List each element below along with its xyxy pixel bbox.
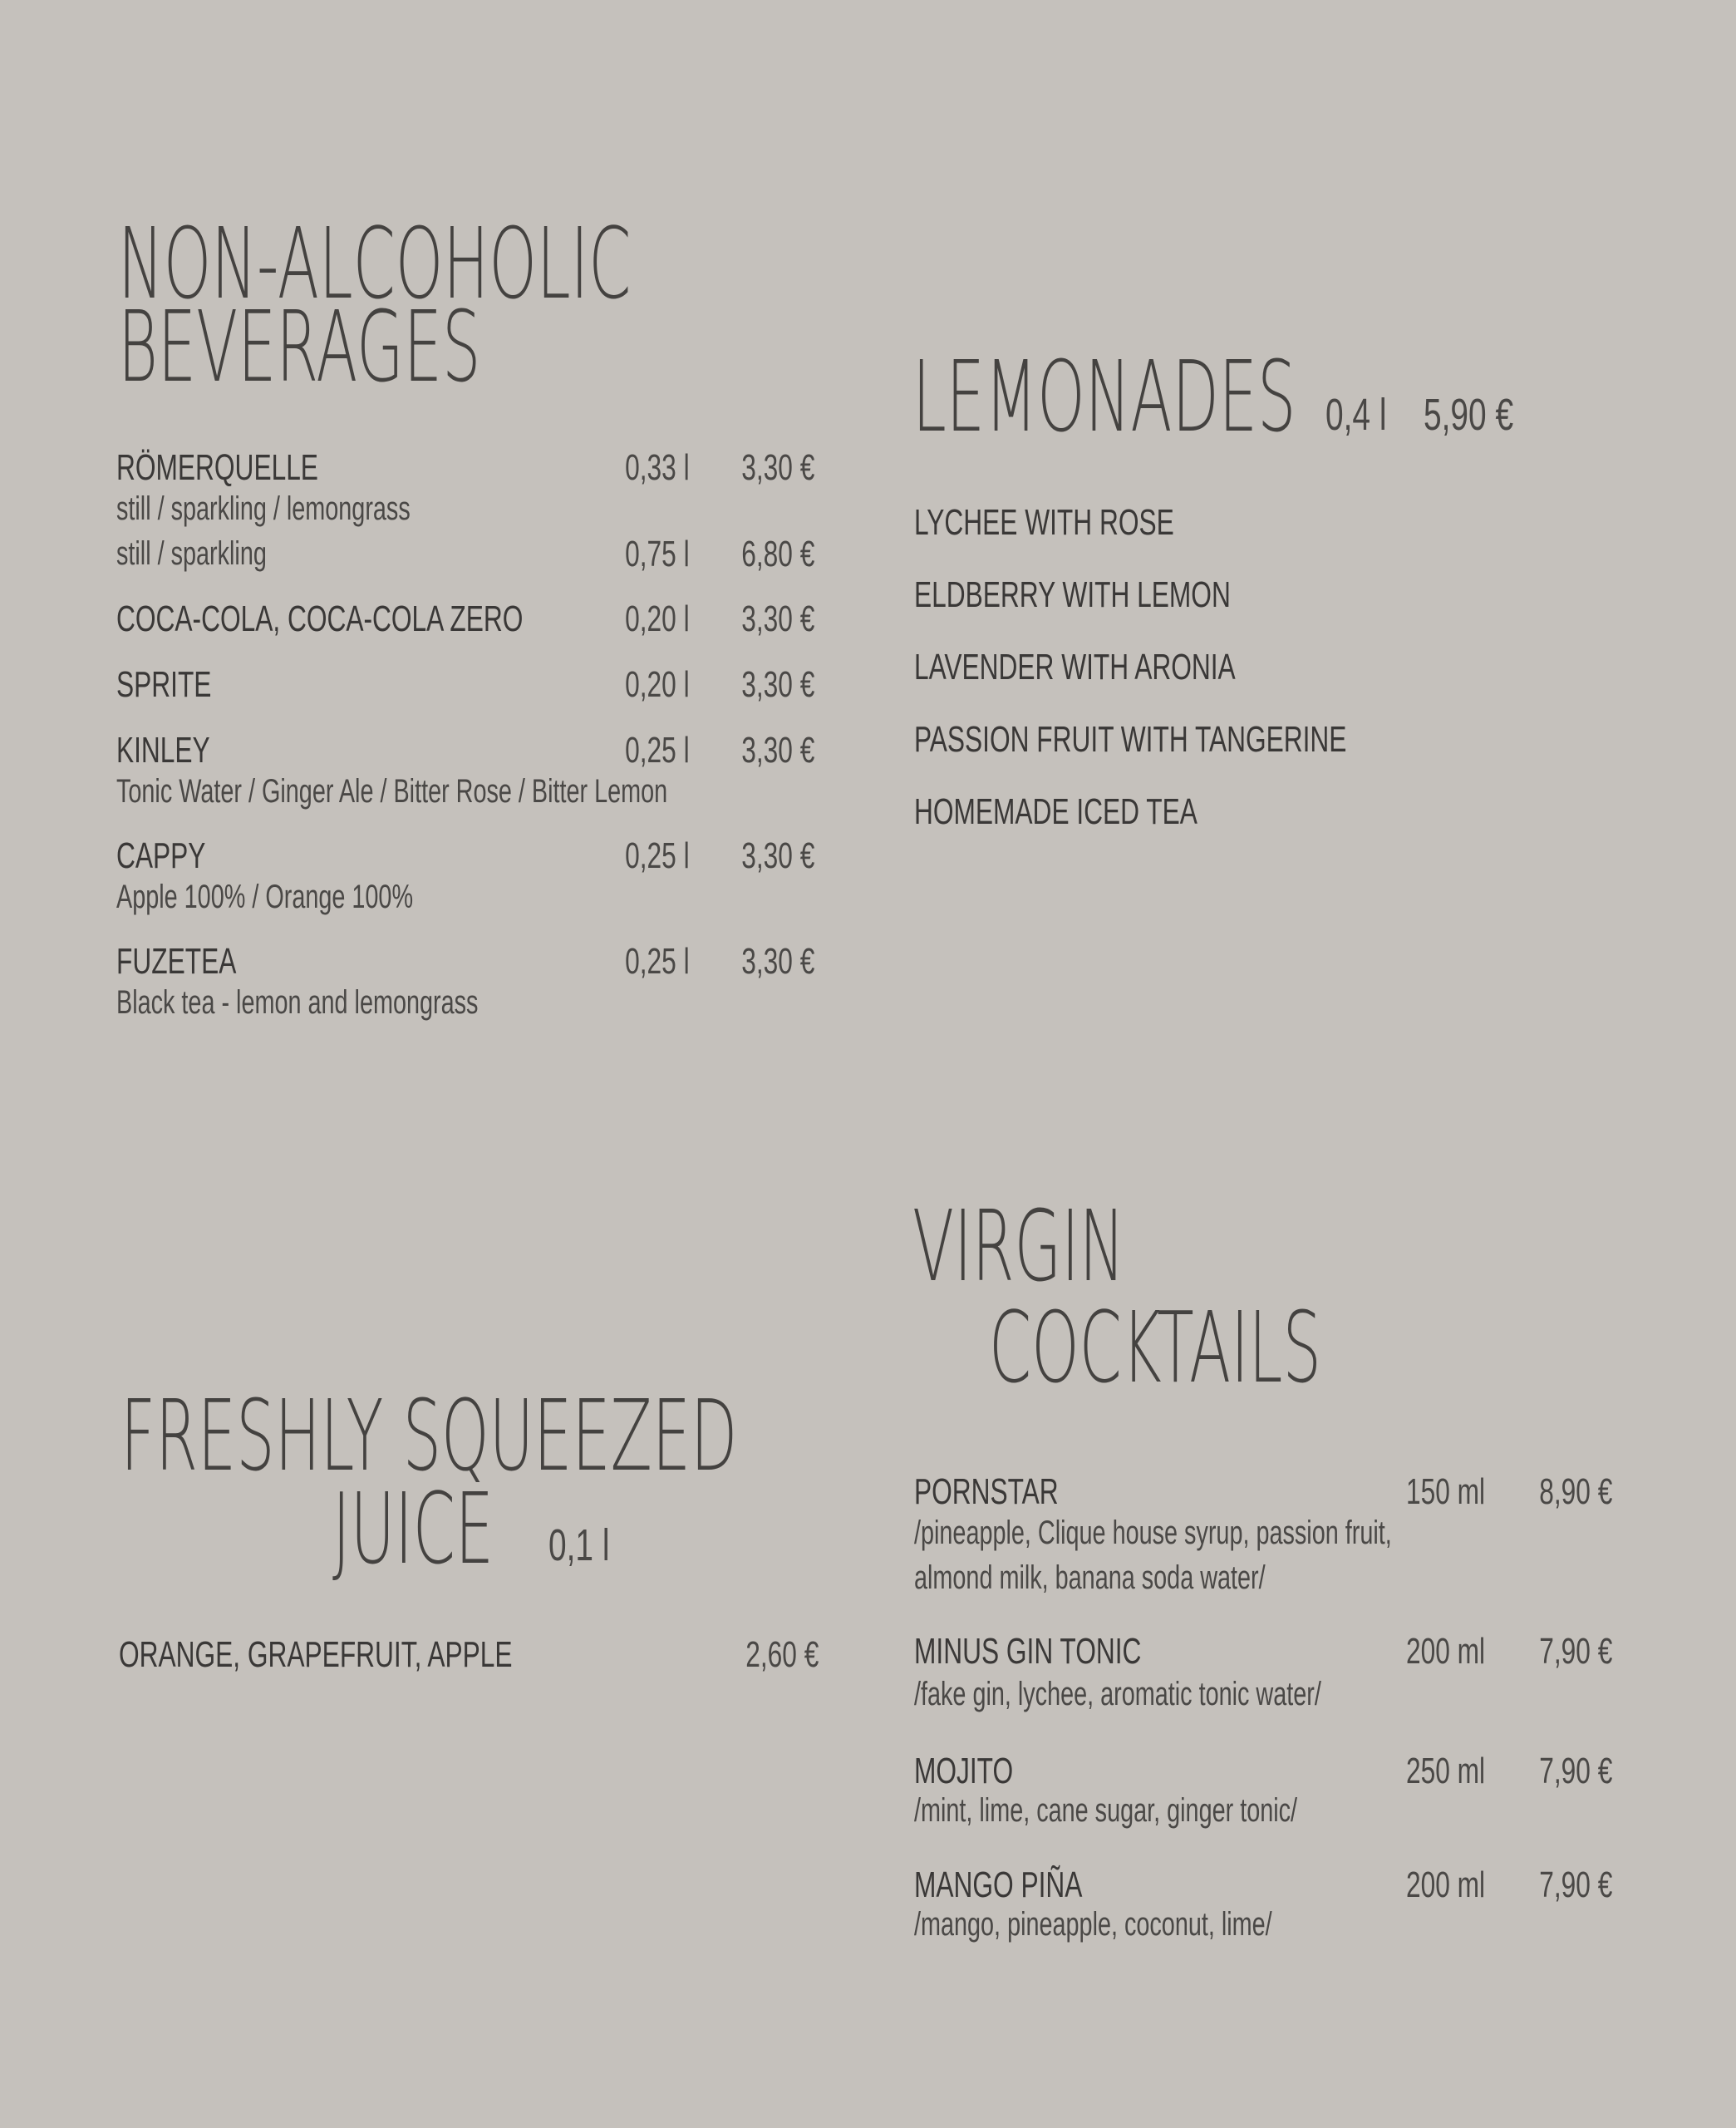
item-volume: 200 ml (1405, 1631, 1485, 1672)
list-item (914, 1631, 1612, 1712)
item-description: /fake gin, lychee, aromatic tonic water/ (914, 1676, 1321, 1712)
item-price: 3,30 € (740, 730, 814, 771)
item-name: COCA-COLA, COCA-COLA ZERO (116, 598, 524, 639)
item-price: 3,30 € (740, 835, 814, 876)
item-volume: 150 ml (1405, 1471, 1485, 1512)
item-volume: 0,25 l (625, 941, 690, 982)
lemonades-price: 5,90 € (1424, 390, 1514, 440)
item-volume: 0,25 l (625, 835, 690, 876)
item-price: 3,30 € (740, 664, 814, 705)
item-description: Black tea - lemon and lemongrass (116, 984, 479, 1021)
item-name: MINUS GIN TONIC (914, 1631, 1142, 1672)
list-item: LAVENDER WITH ARONIA (914, 647, 1236, 687)
item-price: 2,60 € (745, 1634, 819, 1675)
item-price: 8,90 € (1538, 1471, 1612, 1512)
item-description: /mint, lime, cane sugar, ginger tonic/ (914, 1792, 1298, 1829)
item-name: ORANGE, GRAPEFRUIT, APPLE (119, 1634, 513, 1675)
juice-title-line2: JUICE (332, 1471, 494, 1586)
non-alcoholic-title-line1: NON-ALCOHOLIC (118, 206, 632, 321)
item-description: /pineapple, Clique house syrup, passion fruit, (914, 1515, 1392, 1551)
item-description: /mango, pineapple, coconut, lime/ (914, 1906, 1272, 1943)
item-volume: 200 ml (1405, 1864, 1485, 1905)
list-item (116, 598, 814, 640)
item-name: FUZETEA (116, 941, 237, 982)
virgin-title-line2: COCKTAILS (989, 1290, 1321, 1405)
list-item (119, 1634, 819, 1676)
item-price: 6,80 € (740, 534, 814, 574)
list-item (116, 664, 814, 706)
list-item: HOMEMADE ICED TEA (914, 791, 1197, 832)
item-price: 3,30 € (740, 941, 814, 982)
item-volume: 0,33 l (625, 447, 690, 488)
item-price: 3,30 € (740, 598, 814, 639)
list-item (914, 1751, 1612, 1829)
item-volume: 0,20 l (625, 598, 690, 639)
item-name: MOJITO (914, 1751, 1014, 1791)
item-volume: 0,20 l (625, 664, 690, 705)
list-item (116, 835, 814, 915)
list-item (914, 1864, 1612, 1943)
list-item (116, 941, 814, 1021)
item-name: KINLEY (116, 730, 210, 771)
list-item (116, 730, 814, 810)
item-volume: 0,25 l (625, 730, 690, 771)
juice-title-line1: FRESHLY SQUEEZED (120, 1378, 738, 1493)
list-item (116, 534, 814, 575)
item-price: 3,30 € (740, 447, 814, 488)
item-volume: 0,75 l (625, 534, 690, 574)
item-name: SPRITE (116, 664, 212, 705)
non-alcoholic-title-line2: BEVERAGES (118, 289, 481, 404)
item-name: RÖMERQUELLE (116, 447, 318, 488)
list-item: ELDBERRY WITH LEMON (914, 574, 1231, 615)
item-description: still / sparkling (116, 535, 267, 572)
item-price: 7,90 € (1538, 1631, 1612, 1672)
item-description: almond milk, banana soda water/ (914, 1559, 1266, 1596)
lemonades-title: LEMONADES (912, 339, 1296, 454)
item-price: 7,90 € (1538, 1864, 1612, 1905)
item-description: still / sparkling / lemongrass (116, 490, 411, 527)
item-name: MANGO PIÑA (914, 1864, 1083, 1905)
item-name: CAPPY (116, 835, 206, 876)
list-item: LYCHEE WITH ROSE (914, 502, 1174, 543)
juice-volume: 0,1 l (548, 1520, 610, 1570)
lemonades-volume: 0,4 l (1325, 390, 1387, 440)
list-item (116, 447, 814, 527)
list-item: PASSION FRUIT WITH TANGERINE (914, 719, 1347, 760)
virgin-title-line1: VIRGIN (912, 1189, 1125, 1303)
item-description: Tonic Water / Ginger Ale / Bitter Rose / Bitter Lemon (116, 773, 668, 810)
item-name: PORNSTAR (914, 1471, 1059, 1512)
list-item (914, 1471, 1612, 1596)
item-volume: 250 ml (1405, 1751, 1485, 1791)
item-price: 7,90 € (1538, 1751, 1612, 1791)
item-description: Apple 100% / Orange 100% (116, 879, 414, 915)
